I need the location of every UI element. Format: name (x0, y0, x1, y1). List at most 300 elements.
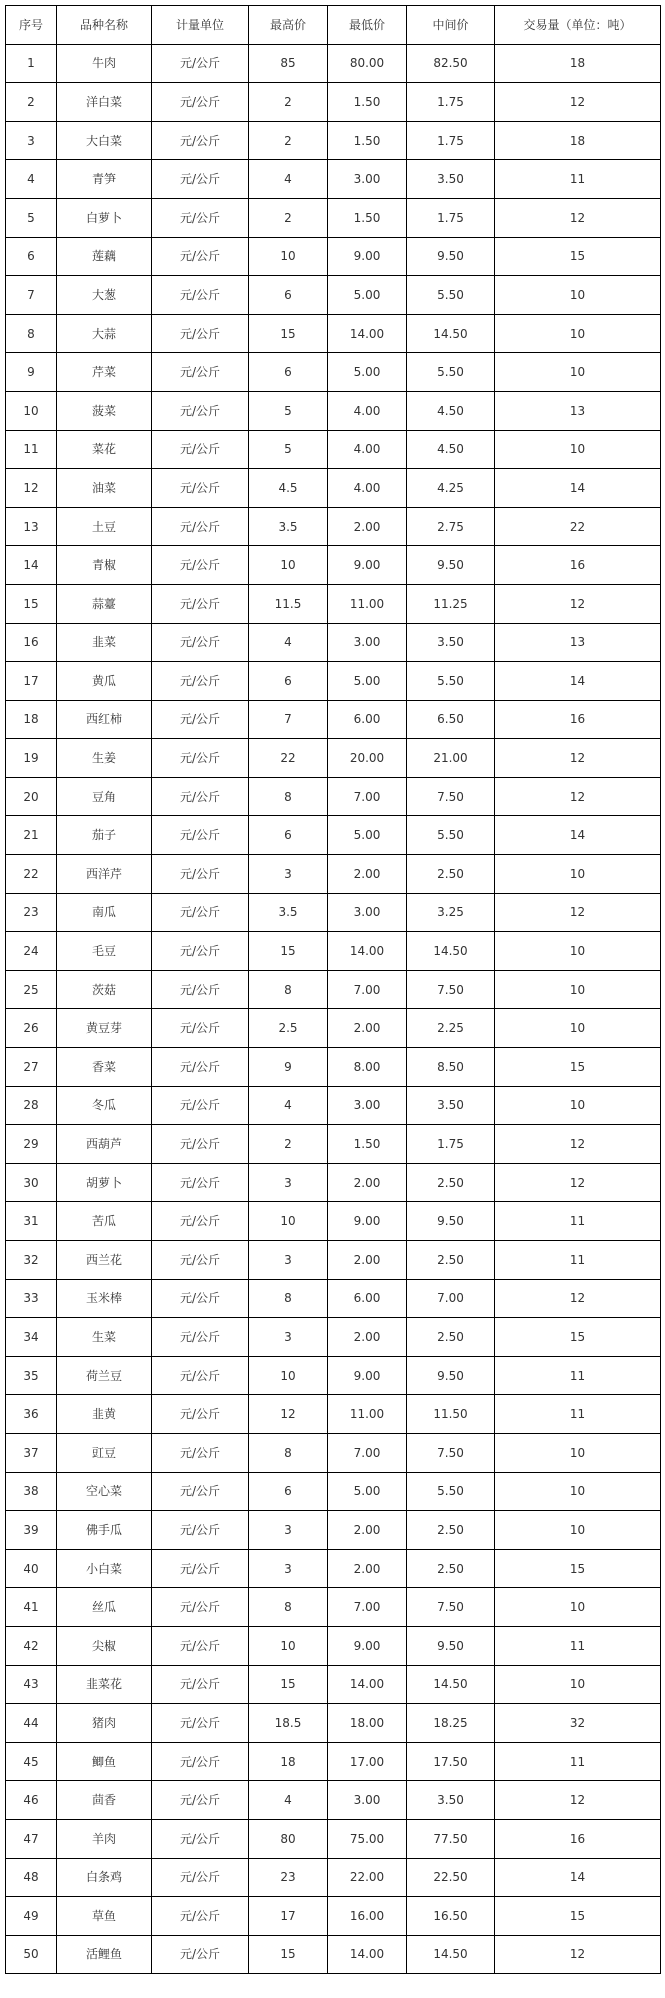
cell-max-price: 85 (249, 44, 328, 83)
table-row (6, 391, 661, 430)
cell-mid-price: 5.50 (407, 662, 495, 701)
cell-index: 49 (6, 1897, 57, 1936)
cell-unit: 元/公斤 (152, 1549, 249, 1588)
cell-name: 莲藕 (57, 237, 152, 276)
cell-max-price: 2 (249, 121, 328, 160)
cell-index: 14 (6, 546, 57, 585)
cell-index: 18 (6, 700, 57, 739)
cell-max-price: 3 (249, 1163, 328, 1202)
cell-max-price: 10 (249, 546, 328, 585)
cell-unit: 元/公斤 (152, 1742, 249, 1781)
cell-unit: 元/公斤 (152, 1048, 249, 1087)
cell-mid-price: 4.25 (407, 469, 495, 508)
cell-min-price: 1.50 (328, 121, 407, 160)
cell-name: 韭菜 (57, 623, 152, 662)
cell-mid-price: 22.50 (407, 1858, 495, 1897)
cell-mid-price: 9.50 (407, 1626, 495, 1665)
cell-mid-price: 2.50 (407, 1511, 495, 1550)
cell-name: 毛豆 (57, 932, 152, 971)
cell-max-price: 11.5 (249, 584, 328, 623)
cell-mid-price: 2.50 (407, 1549, 495, 1588)
cell-unit: 元/公斤 (152, 1781, 249, 1820)
cell-unit: 元/公斤 (152, 970, 249, 1009)
cell-volume: 16 (495, 546, 661, 585)
cell-mid-price: 5.50 (407, 353, 495, 392)
column-header-volume: 交易量（单位：吨） (495, 6, 661, 45)
column-header-unit: 计量单位 (152, 6, 249, 45)
cell-max-price: 4 (249, 623, 328, 662)
table-row (6, 1472, 661, 1511)
cell-volume: 10 (495, 932, 661, 971)
cell-min-price: 1.50 (328, 1125, 407, 1164)
cell-min-price: 6.00 (328, 700, 407, 739)
cell-volume: 10 (495, 1472, 661, 1511)
cell-mid-price: 7.00 (407, 1279, 495, 1318)
cell-mid-price: 14.50 (407, 932, 495, 971)
cell-index: 12 (6, 469, 57, 508)
cell-name: 牛肉 (57, 44, 152, 83)
cell-max-price: 8 (249, 1588, 328, 1627)
cell-mid-price: 5.50 (407, 816, 495, 855)
cell-max-price: 6 (249, 353, 328, 392)
cell-min-price: 7.00 (328, 970, 407, 1009)
cell-unit: 元/公斤 (152, 739, 249, 778)
table-row (6, 893, 661, 932)
cell-volume: 11 (495, 1202, 661, 1241)
cell-name: 尖椒 (57, 1626, 152, 1665)
cell-index: 50 (6, 1935, 57, 1974)
cell-index: 9 (6, 353, 57, 392)
cell-volume: 12 (495, 584, 661, 623)
cell-unit: 元/公斤 (152, 353, 249, 392)
column-header-mid-price: 中间价 (407, 6, 495, 45)
cell-min-price: 9.00 (328, 1626, 407, 1665)
table-row (6, 160, 661, 199)
cell-max-price: 4 (249, 160, 328, 199)
cell-min-price: 1.50 (328, 198, 407, 237)
cell-min-price: 1.50 (328, 83, 407, 122)
cell-min-price: 4.00 (328, 391, 407, 430)
cell-mid-price: 14.50 (407, 314, 495, 353)
cell-mid-price: 9.50 (407, 1356, 495, 1395)
cell-max-price: 4 (249, 1086, 328, 1125)
cell-unit: 元/公斤 (152, 1241, 249, 1280)
cell-name: 大蒜 (57, 314, 152, 353)
cell-volume: 12 (495, 1935, 661, 1974)
table-row (6, 1742, 661, 1781)
cell-max-price: 4.5 (249, 469, 328, 508)
cell-volume: 12 (495, 1125, 661, 1164)
cell-unit: 元/公斤 (152, 276, 249, 315)
cell-volume: 11 (495, 1742, 661, 1781)
cell-name: 香菜 (57, 1048, 152, 1087)
cell-min-price: 16.00 (328, 1897, 407, 1936)
cell-max-price: 7 (249, 700, 328, 739)
cell-min-price: 11.00 (328, 1395, 407, 1434)
cell-index: 11 (6, 430, 57, 469)
cell-index: 46 (6, 1781, 57, 1820)
cell-unit: 元/公斤 (152, 546, 249, 585)
cell-unit: 元/公斤 (152, 700, 249, 739)
cell-min-price: 4.00 (328, 469, 407, 508)
cell-unit: 元/公斤 (152, 1356, 249, 1395)
table-row (6, 1241, 661, 1280)
cell-mid-price: 4.50 (407, 391, 495, 430)
cell-index: 47 (6, 1819, 57, 1858)
table-row (6, 1781, 661, 1820)
cell-min-price: 5.00 (328, 276, 407, 315)
cell-index: 27 (6, 1048, 57, 1087)
cell-name: 南瓜 (57, 893, 152, 932)
cell-volume: 15 (495, 1897, 661, 1936)
cell-volume: 16 (495, 700, 661, 739)
cell-name: 洋白菜 (57, 83, 152, 122)
cell-mid-price: 14.50 (407, 1665, 495, 1704)
cell-unit: 元/公斤 (152, 1163, 249, 1202)
cell-mid-price: 11.50 (407, 1395, 495, 1434)
cell-index: 6 (6, 237, 57, 276)
cell-index: 17 (6, 662, 57, 701)
cell-name: 西兰花 (57, 1241, 152, 1280)
cell-name: 韭黄 (57, 1395, 152, 1434)
table-row (6, 777, 661, 816)
cell-name: 玉米棒 (57, 1279, 152, 1318)
cell-index: 15 (6, 584, 57, 623)
cell-mid-price: 7.50 (407, 970, 495, 1009)
cell-mid-price: 6.50 (407, 700, 495, 739)
cell-max-price: 5 (249, 430, 328, 469)
table-row (6, 855, 661, 894)
cell-max-price: 3 (249, 1318, 328, 1357)
cell-index: 36 (6, 1395, 57, 1434)
cell-min-price: 17.00 (328, 1742, 407, 1781)
cell-index: 44 (6, 1704, 57, 1743)
cell-max-price: 3 (249, 1549, 328, 1588)
cell-max-price: 2 (249, 198, 328, 237)
cell-max-price: 4 (249, 1781, 328, 1820)
cell-volume: 32 (495, 1704, 661, 1743)
cell-index: 19 (6, 739, 57, 778)
cell-index: 13 (6, 507, 57, 546)
cell-unit: 元/公斤 (152, 1125, 249, 1164)
cell-volume: 15 (495, 1048, 661, 1087)
cell-name: 荷兰豆 (57, 1356, 152, 1395)
cell-max-price: 15 (249, 314, 328, 353)
table-row (6, 662, 661, 701)
cell-unit: 元/公斤 (152, 1897, 249, 1936)
cell-unit: 元/公斤 (152, 1472, 249, 1511)
cell-index: 16 (6, 623, 57, 662)
cell-index: 33 (6, 1279, 57, 1318)
table-body (6, 44, 661, 1974)
cell-min-price: 18.00 (328, 1704, 407, 1743)
cell-name: 猪肉 (57, 1704, 152, 1743)
cell-max-price: 10 (249, 1202, 328, 1241)
cell-mid-price: 2.50 (407, 855, 495, 894)
cell-unit: 元/公斤 (152, 662, 249, 701)
cell-min-price: 75.00 (328, 1819, 407, 1858)
cell-volume: 10 (495, 1588, 661, 1627)
cell-min-price: 5.00 (328, 353, 407, 392)
table-header (6, 6, 661, 45)
cell-name: 西红柿 (57, 700, 152, 739)
cell-unit: 元/公斤 (152, 1318, 249, 1357)
table-row (6, 1318, 661, 1357)
table-row (6, 700, 661, 739)
cell-min-price: 3.00 (328, 1781, 407, 1820)
cell-name: 胡萝卜 (57, 1163, 152, 1202)
cell-min-price: 7.00 (328, 777, 407, 816)
column-header-index: 序号 (6, 6, 57, 45)
cell-mid-price: 3.50 (407, 160, 495, 199)
cell-max-price: 6 (249, 276, 328, 315)
cell-mid-price: 3.50 (407, 1781, 495, 1820)
cell-max-price: 2 (249, 1125, 328, 1164)
cell-max-price: 2.5 (249, 1009, 328, 1048)
table-row (6, 1048, 661, 1087)
cell-max-price: 22 (249, 739, 328, 778)
cell-index: 37 (6, 1433, 57, 1472)
table-row (6, 507, 661, 546)
cell-min-price: 3.00 (328, 893, 407, 932)
cell-min-price: 7.00 (328, 1433, 407, 1472)
cell-unit: 元/公斤 (152, 1009, 249, 1048)
cell-min-price: 3.00 (328, 623, 407, 662)
cell-index: 10 (6, 391, 57, 430)
cell-min-price: 6.00 (328, 1279, 407, 1318)
cell-index: 1 (6, 44, 57, 83)
table-row (6, 1202, 661, 1241)
cell-unit: 元/公斤 (152, 83, 249, 122)
cell-unit: 元/公斤 (152, 1395, 249, 1434)
cell-volume: 11 (495, 1626, 661, 1665)
cell-max-price: 10 (249, 1626, 328, 1665)
cell-index: 35 (6, 1356, 57, 1395)
cell-volume: 15 (495, 1318, 661, 1357)
cell-volume: 13 (495, 391, 661, 430)
cell-name: 茴香 (57, 1781, 152, 1820)
cell-unit: 元/公斤 (152, 893, 249, 932)
table-row (6, 1279, 661, 1318)
cell-max-price: 17 (249, 1897, 328, 1936)
cell-unit: 元/公斤 (152, 1935, 249, 1974)
table-row (6, 469, 661, 508)
cell-volume: 11 (495, 1356, 661, 1395)
cell-mid-price: 2.50 (407, 1318, 495, 1357)
table-row (6, 1897, 661, 1936)
cell-unit: 元/公斤 (152, 584, 249, 623)
header-row (6, 6, 661, 45)
cell-index: 5 (6, 198, 57, 237)
table-row (6, 1704, 661, 1743)
cell-min-price: 3.00 (328, 160, 407, 199)
cell-min-price: 22.00 (328, 1858, 407, 1897)
cell-name: 冬瓜 (57, 1086, 152, 1125)
table-row (6, 314, 661, 353)
cell-min-price: 2.00 (328, 1549, 407, 1588)
cell-min-price: 2.00 (328, 855, 407, 894)
cell-max-price: 10 (249, 237, 328, 276)
cell-volume: 10 (495, 1009, 661, 1048)
cell-name: 苦瓜 (57, 1202, 152, 1241)
table-row (6, 1356, 661, 1395)
cell-volume: 10 (495, 1511, 661, 1550)
cell-index: 21 (6, 816, 57, 855)
cell-volume: 14 (495, 816, 661, 855)
cell-max-price: 5 (249, 391, 328, 430)
cell-index: 40 (6, 1549, 57, 1588)
table-row (6, 44, 661, 83)
cell-name: 油菜 (57, 469, 152, 508)
cell-max-price: 3.5 (249, 507, 328, 546)
cell-max-price: 8 (249, 777, 328, 816)
table-row (6, 1125, 661, 1164)
cell-max-price: 8 (249, 970, 328, 1009)
cell-volume: 15 (495, 237, 661, 276)
cell-mid-price: 11.25 (407, 584, 495, 623)
table-row (6, 1009, 661, 1048)
cell-mid-price: 2.50 (407, 1241, 495, 1280)
cell-volume: 12 (495, 83, 661, 122)
cell-min-price: 9.00 (328, 1356, 407, 1395)
cell-min-price: 14.00 (328, 1665, 407, 1704)
cell-volume: 14 (495, 1858, 661, 1897)
cell-mid-price: 2.75 (407, 507, 495, 546)
table-row (6, 1086, 661, 1125)
cell-index: 48 (6, 1858, 57, 1897)
cell-name: 草鱼 (57, 1897, 152, 1936)
cell-max-price: 15 (249, 1935, 328, 1974)
table-row (6, 623, 661, 662)
cell-name: 生菜 (57, 1318, 152, 1357)
cell-name: 茨菇 (57, 970, 152, 1009)
cell-index: 39 (6, 1511, 57, 1550)
cell-max-price: 80 (249, 1819, 328, 1858)
cell-index: 7 (6, 276, 57, 315)
cell-min-price: 2.00 (328, 1163, 407, 1202)
cell-volume: 10 (495, 276, 661, 315)
cell-mid-price: 9.50 (407, 1202, 495, 1241)
table-row (6, 816, 661, 855)
cell-max-price: 6 (249, 1472, 328, 1511)
cell-volume: 12 (495, 1279, 661, 1318)
cell-name: 活鲤鱼 (57, 1935, 152, 1974)
cell-min-price: 4.00 (328, 430, 407, 469)
cell-name: 白萝卜 (57, 198, 152, 237)
column-header-max-price: 最高价 (249, 6, 328, 45)
cell-name: 鲫鱼 (57, 1742, 152, 1781)
cell-index: 30 (6, 1163, 57, 1202)
cell-volume: 18 (495, 44, 661, 83)
table-row (6, 546, 661, 585)
cell-unit: 元/公斤 (152, 1279, 249, 1318)
table-row (6, 932, 661, 971)
table-row (6, 970, 661, 1009)
cell-max-price: 15 (249, 932, 328, 971)
cell-mid-price: 82.50 (407, 44, 495, 83)
cell-unit: 元/公斤 (152, 932, 249, 971)
table-row (6, 739, 661, 778)
cell-mid-price: 7.50 (407, 1588, 495, 1627)
cell-unit: 元/公斤 (152, 121, 249, 160)
cell-min-price: 5.00 (328, 816, 407, 855)
cell-index: 22 (6, 855, 57, 894)
cell-mid-price: 21.00 (407, 739, 495, 778)
cell-unit: 元/公斤 (152, 391, 249, 430)
cell-max-price: 6 (249, 662, 328, 701)
cell-volume: 14 (495, 662, 661, 701)
cell-mid-price: 2.50 (407, 1163, 495, 1202)
table-row (6, 1433, 661, 1472)
cell-name: 丝瓜 (57, 1588, 152, 1627)
cell-max-price: 8 (249, 1433, 328, 1472)
cell-index: 26 (6, 1009, 57, 1048)
cell-max-price: 3.5 (249, 893, 328, 932)
cell-unit: 元/公斤 (152, 1858, 249, 1897)
cell-mid-price: 1.75 (407, 83, 495, 122)
cell-max-price: 3 (249, 1241, 328, 1280)
cell-mid-price: 9.50 (407, 546, 495, 585)
table-row (6, 353, 661, 392)
cell-unit: 元/公斤 (152, 623, 249, 662)
cell-name: 土豆 (57, 507, 152, 546)
table-row (6, 237, 661, 276)
cell-volume: 12 (495, 739, 661, 778)
cell-mid-price: 14.50 (407, 1935, 495, 1974)
cell-index: 45 (6, 1742, 57, 1781)
cell-min-price: 14.00 (328, 1935, 407, 1974)
cell-name: 韭菜花 (57, 1665, 152, 1704)
cell-index: 29 (6, 1125, 57, 1164)
cell-index: 32 (6, 1241, 57, 1280)
cell-name: 西洋芹 (57, 855, 152, 894)
cell-unit: 元/公斤 (152, 44, 249, 83)
cell-name: 菜花 (57, 430, 152, 469)
cell-max-price: 6 (249, 816, 328, 855)
cell-unit: 元/公斤 (152, 816, 249, 855)
cell-min-price: 11.00 (328, 584, 407, 623)
cell-volume: 11 (495, 160, 661, 199)
cell-mid-price: 7.50 (407, 777, 495, 816)
cell-mid-price: 18.25 (407, 1704, 495, 1743)
column-header-name: 品种名称 (57, 6, 152, 45)
cell-min-price: 9.00 (328, 237, 407, 276)
table-row (6, 1935, 661, 1974)
table-row (6, 430, 661, 469)
cell-unit: 元/公斤 (152, 160, 249, 199)
cell-min-price: 7.00 (328, 1588, 407, 1627)
cell-max-price: 10 (249, 1356, 328, 1395)
cell-max-price: 15 (249, 1665, 328, 1704)
cell-name: 大葱 (57, 276, 152, 315)
cell-volume: 10 (495, 1665, 661, 1704)
cell-unit: 元/公斤 (152, 430, 249, 469)
cell-max-price: 2 (249, 83, 328, 122)
cell-min-price: 2.00 (328, 1009, 407, 1048)
cell-min-price: 3.00 (328, 1086, 407, 1125)
cell-unit: 元/公斤 (152, 1433, 249, 1472)
cell-mid-price: 77.50 (407, 1819, 495, 1858)
cell-max-price: 8 (249, 1279, 328, 1318)
cell-mid-price: 3.25 (407, 893, 495, 932)
cell-unit: 元/公斤 (152, 314, 249, 353)
cell-name: 黄瓜 (57, 662, 152, 701)
cell-mid-price: 2.25 (407, 1009, 495, 1048)
cell-name: 芹菜 (57, 353, 152, 392)
cell-volume: 11 (495, 1395, 661, 1434)
cell-max-price: 18 (249, 1742, 328, 1781)
cell-mid-price: 1.75 (407, 1125, 495, 1164)
